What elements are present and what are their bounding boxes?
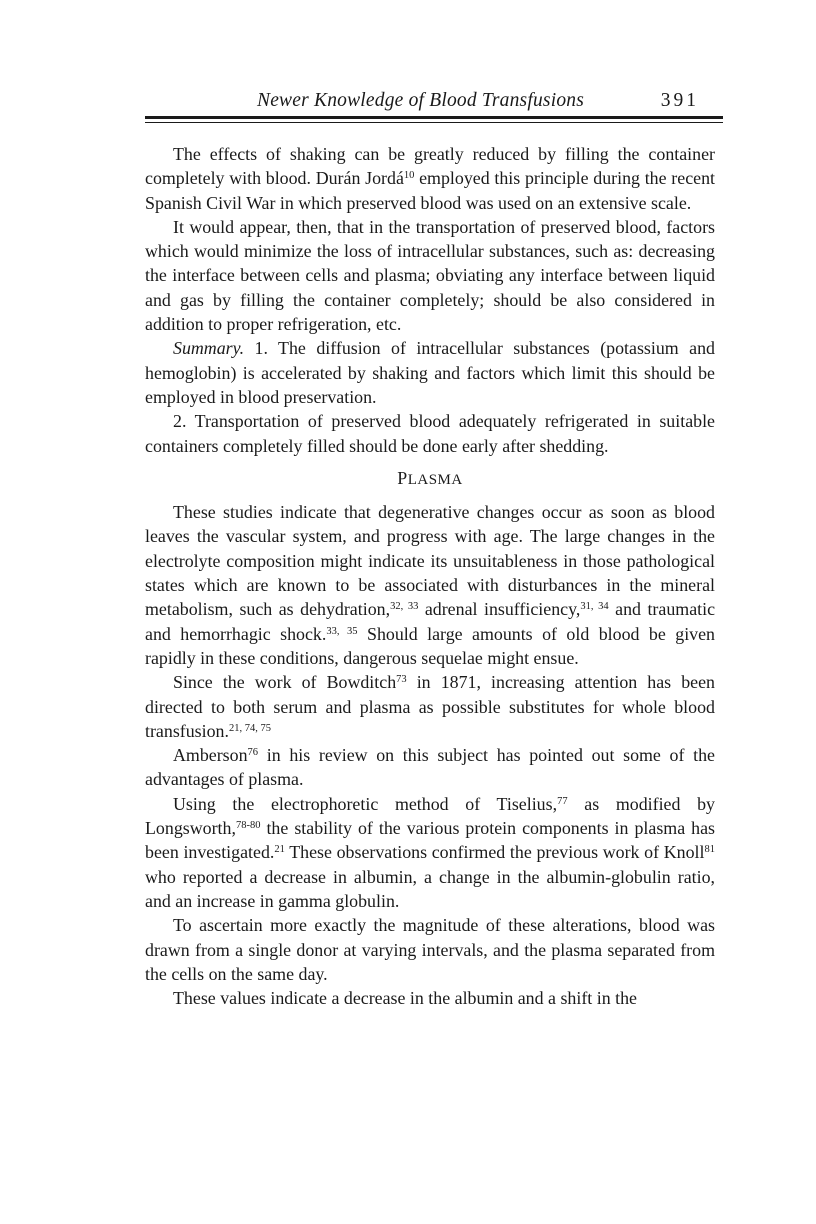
paragraph-single-donor: To ascertain more exactly the magnitude of these alterations, blood was drawn from a single donor at varying intervals, and the plasma separated from the cells on the same day. xyxy=(145,915,715,984)
footnote-ref: 73 xyxy=(396,674,407,686)
section-heading-plasma: PLASMA xyxy=(397,467,463,488)
paragraph-shaking: The effects of shaking can be greatly reduced by filling the container completely with blood. Durán Jordá$^{10}$ employed this principle during the recent Spanish Civil War in which preserved blood was used on an extensive scale. xyxy=(145,144,715,213)
page-number: 391 xyxy=(660,90,699,111)
footnote-ref: 21 xyxy=(274,844,285,856)
summary-label: Summary. xyxy=(173,338,245,359)
header-rule-thin xyxy=(145,122,723,123)
footnote-ref: 31, 34 xyxy=(580,601,609,613)
footnote-ref: 10 xyxy=(403,170,415,182)
footnote-ref: 33, 35 xyxy=(326,625,358,637)
paragraph-summary-point-2: 2. Transportation of preserved blood adequately refrigerated in suitable containers completely filled should be done early after shedding. xyxy=(145,411,715,456)
footnote-ref: 78-80 xyxy=(235,820,261,832)
book-page xyxy=(145,86,723,1009)
paragraph-degenerative-changes: These studies indicate that degenerative changes occur as soon as blood leaves the vascular system, and progress with age. The large changes in the electrolyte composition might indicate its unsuitableness in those pathological states which are known to be associated with disturbances in the mineral metabolism, such as dehydration,$^{32, 33}$ adrenal insufficiency,$^{31, 34}$ and traumatic and hemorrhagic shock.$^{33, 35}$ Should large amounts of old blood be given rapidly in these conditions, dangerous sequelae might ensue. xyxy=(145,502,716,668)
body-text xyxy=(145,142,715,1010)
paragraph-electrophoretic: Using the electrophoretic method of Tiselius,$^{77}$ as modified by Longsworth,$^{78-80}$ the stability of the various protein components in plasma has been investigated.$^{21}$ These observations confirmed the previous work of Knoll$^{81}$ who reported a decrease in albumin, a change in the albumin-globulin ratio, and an increase in gamma globulin. xyxy=(145,793,716,911)
footnote-ref: 32, 33 xyxy=(390,601,419,613)
paragraph-bowditch: Since the work of Bowditch$^{73}$ in 1871, increasing attention has been directed to both serum and plasma as possible substitutes for whole blood transfusion.$^{21, 74, 75}$ xyxy=(145,672,715,741)
paragraph-summary: Summary. 1. The diffusion of intracellular substances (potassium and hemoglobin) is accelerated by shaking and factors which limit this should be employed in blood preservation. xyxy=(145,338,715,407)
running-title: Newer Knowledge of Blood Transfusions xyxy=(257,90,585,111)
paragraph-amberson: Amberson$^{76}$ in his review on this subject has pointed out some of the advantages of plasma. xyxy=(145,745,715,790)
footnote-ref: 77 xyxy=(557,795,568,807)
footnote-ref: 81 xyxy=(704,844,715,856)
footnote-ref: 76 xyxy=(247,747,259,759)
footnote-ref: 21, 74, 75 xyxy=(228,722,271,734)
paragraph-values-indicate: These values indicate a decrease in the albumin and a shift in the xyxy=(173,988,637,1009)
header-rule-thick xyxy=(145,116,723,119)
running-header xyxy=(145,86,723,114)
paragraph-transportation: It would appear, then, that in the transportation of preserved blood, factors which would minimize the loss of intracellular substances, such as: decreasing the interface between cells and plasma; obviating any interface between liquid and gas by filling the container completely; should be also considered in addition to proper refrigeration, etc. xyxy=(145,216,715,335)
